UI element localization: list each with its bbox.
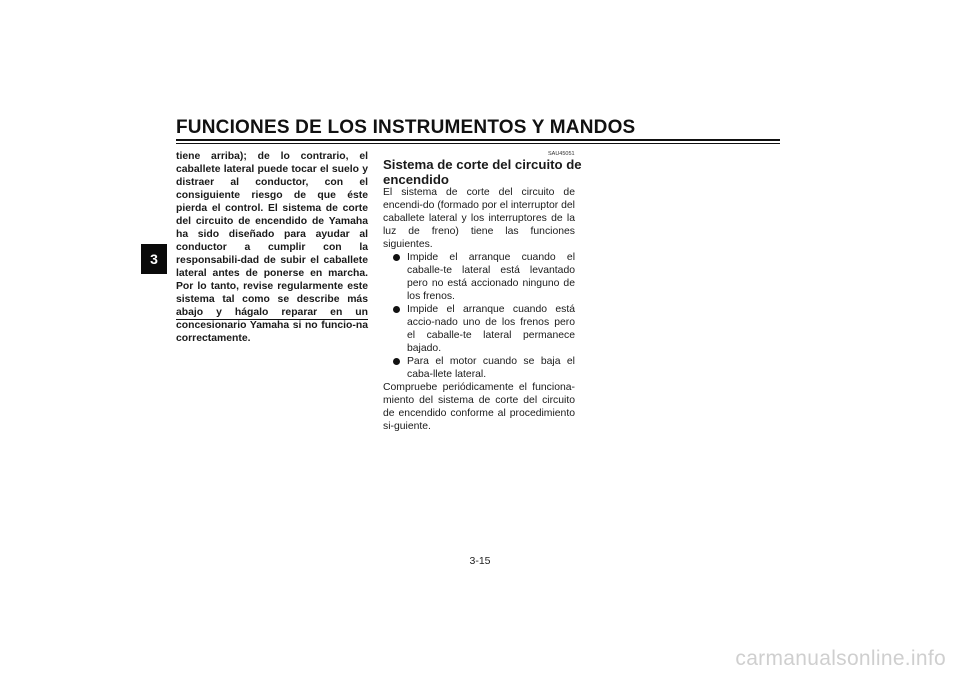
page-number: 3-15 — [469, 555, 491, 567]
section-closing: Compruebe periódicamente el funciona-miento del sistema de corte del circuito de encendido conforme al procedimiento si-guiente. — [383, 382, 575, 432]
bullet-icon — [393, 358, 400, 365]
section-heading: Sistema de corte del circuito de encendido — [383, 157, 582, 187]
list-item-text: Impide el arranque cuando el caballe-te lateral está levantado pero no está accionado ninguno de los frenos. — [407, 252, 575, 302]
section-body — [383, 186, 575, 433]
list-item — [383, 355, 575, 381]
watermark: carmanualsonline.info — [735, 647, 946, 670]
warning-end-rule — [176, 319, 368, 320]
chapter-tab: 3 — [141, 244, 167, 274]
function-list — [383, 251, 575, 381]
header-rule-thin — [176, 143, 780, 144]
list-item-text: Para el motor cuando se baja el caba-llete lateral. — [407, 356, 575, 380]
list-item — [383, 251, 575, 303]
bullet-icon — [393, 254, 400, 261]
header-rule-thick — [176, 139, 780, 141]
list-item — [383, 303, 575, 355]
section-intro: El sistema de corte del circuito de encendi-do (formado por el interruptor del caballete lateral y los interruptores de la luz de freno) tiene las funciones siguientes. — [383, 187, 575, 250]
bullet-icon — [393, 306, 400, 313]
list-item-text: Impide el arranque cuando está accio-nado uno de los frenos pero el caballe-te lateral permanece bajado. — [407, 304, 575, 354]
warning-text: tiene arriba); de lo contrario, el caballete lateral puede tocar el suelo y distraer al conductor, con el consiguiente riesgo de que éste pierda el control. El sistema de corte del circuito de encendido de Yamaha ha sido diseñado para ayudar al conductor a cumplir con la responsabili-dad de subir el caballete lateral antes de ponerse en marcha. Por lo tanto, revise regularmente este sistema tal como se describe más abajo y hágalo reparar en un concesionario Yamaha si no funcio-na correctamente. — [176, 151, 368, 344]
section-code: SAU45051 — [548, 151, 575, 157]
page-title: FUNCIONES DE LOS INSTRUMENTOS Y MANDOS — [176, 117, 636, 138]
